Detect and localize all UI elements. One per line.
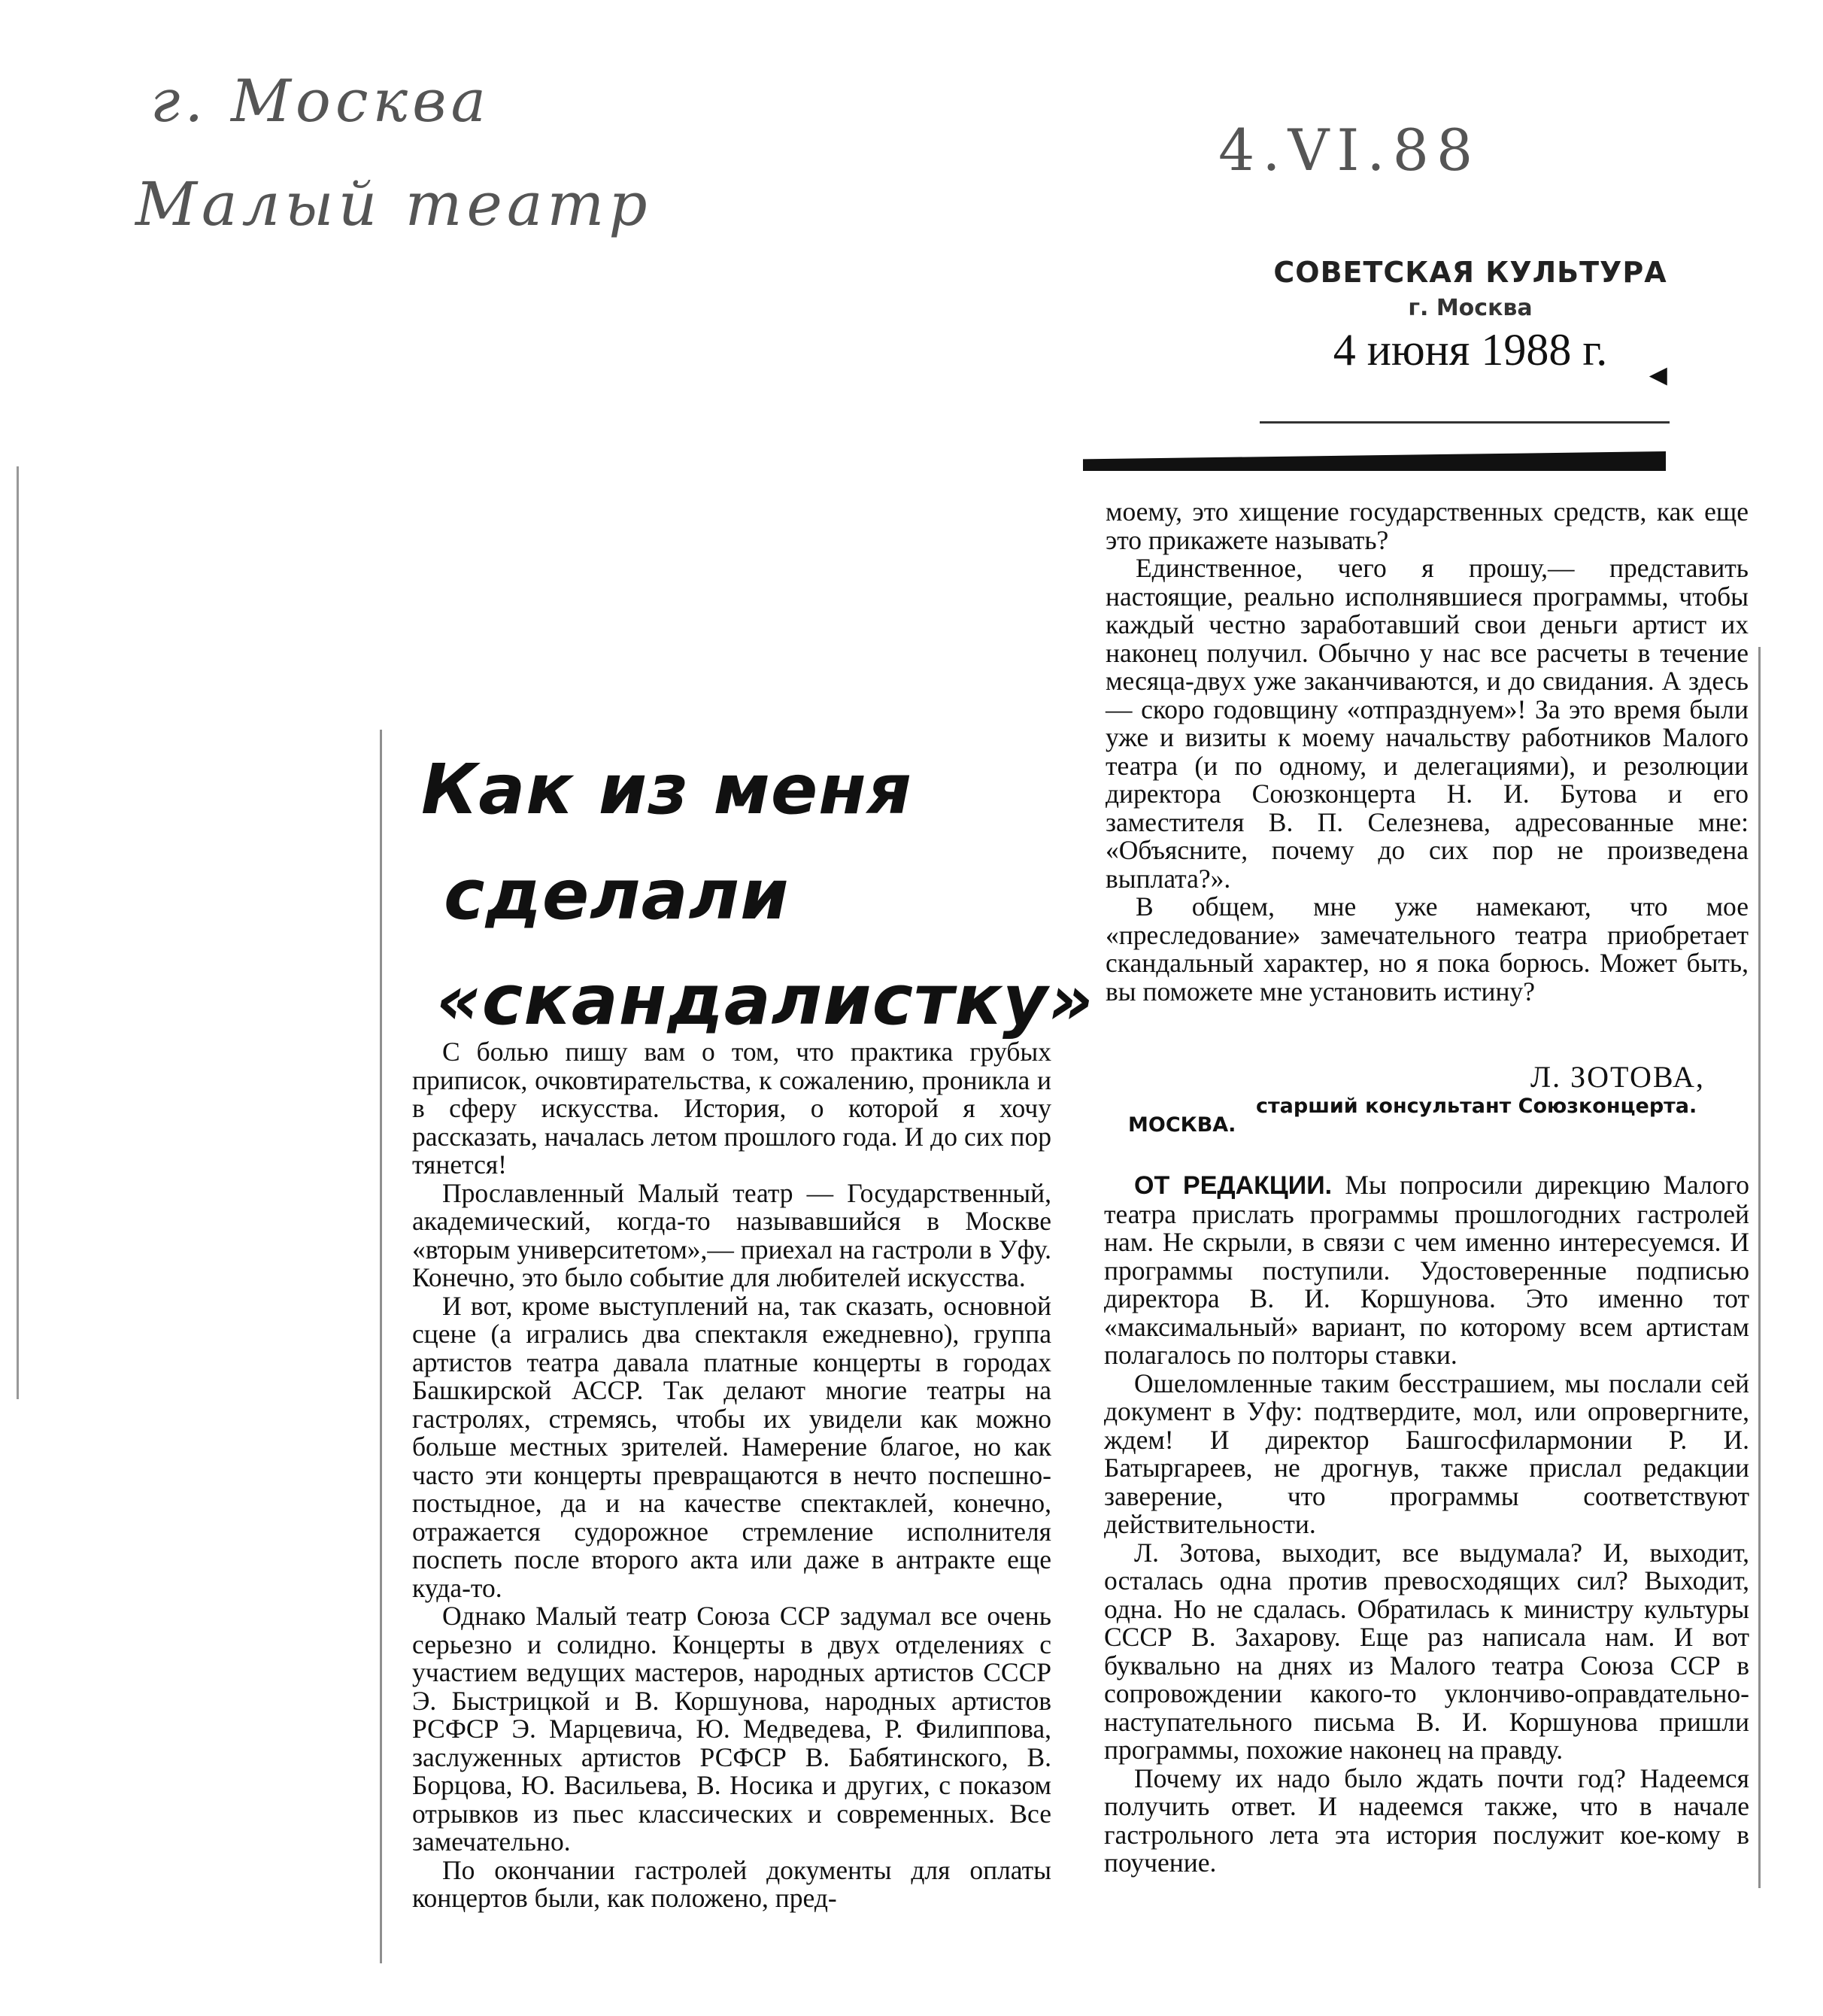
stamp-city: г. Москва (1408, 295, 1533, 321)
editorial-text: Мы попросили дирекцию Малого театра прислать программы прошлогодних гастролей нам. Не скрыли, в связи с чем именно интересуемся. И программы поступили. Удостоверенные подписью директора В. И. Коршунова. Это именно тот «максимальный» вариант, по которому всем артистам полагалось по полторы ставки. (1104, 1170, 1750, 1370)
paragraph: Ошеломленные таким бесстрашием, мы послали сей документ в Уфу: подтвердите, мол, или опровергните, ждем! И директор Башгосфилармонии Р. И. Батыргареев, не дрогнув, также прислал редакции заверение, что программы соответствуют действительности. (1104, 1368, 1749, 1539)
paragraph: В общем, мне уже намекают, что мое «преследование» замечательного театра приобретает скандальный характер, но я пока борюсь. Может быть, вы поможете мне установить истину? (1106, 891, 1749, 1006)
paragraph: моему, это хищение государственных средств, как еще это прикажете называть? (1106, 496, 1749, 555)
paragraph: И вот, кроме выступлений на, так сказать, основной сцене (а игрались два спектакля ежедневно), группа артистов театра давала платные концерты в городах Башкирской АССР. Так делают многие театры на гастролях, стремясь, чтобы их увидели как можно больше местных зрителей. Намерение благое, но как часто эти концерты превращаются в нечто поспешно-постыдное, да и на качестве спектаклей, конечно, отражается судорожное стремление исполнителя поспеть после второго акта или даже в антракте еще куда-то. (412, 1290, 1051, 1603)
paragraph: Почему их надо было ждать почти год? Надеемся получить ответ. И надеемся также, что в начале гастрольного лета эта история послужит кое-кому в поучение. (1104, 1762, 1749, 1878)
arrow-left-icon: ◄ (1643, 358, 1673, 392)
paragraph: Единственное, чего я прошу,— представить настоящие, реально исполнявшиеся программы, чтобы каждый честно заработавший свои деньги артист их наконец получил. Обычно у нас все расчеты в течение месяца-двух уже заканчиваются, и до свидания. А здесь — скоро годовщину «отпразднуем»! За это время были уже и визиты к моему начальству работников Малого театра (и по одному, и делегациями), и резолюции директора Союзконцерта Н. И. Бутова и его заместителя В. П. Селезнева, адресованные мне: «Объясните, почему до сих пор не произведена выплата?». (1106, 553, 1749, 894)
paragraph (1104, 1171, 1749, 1370)
author-city: МОСКВА. (1128, 1113, 1236, 1137)
author-name: Л. ЗОТОВА, (1530, 1060, 1705, 1094)
clipping-left-edge (380, 730, 382, 1963)
handwritten-city-note: г. Москва (150, 68, 490, 135)
handwritten-theatre-note: Малый театр (135, 169, 652, 239)
editorial-label: ОТ РЕДАКЦИИ. (1134, 1171, 1333, 1200)
stamp-date: 4 июня 1988 г. (1333, 325, 1608, 375)
clipping-edge-bar (1083, 451, 1666, 471)
article-column-right (1106, 498, 1749, 1006)
paragraph: С болью пишу вам о том, что практика грубых приписок, очковтирательства, к сожалению, проникла и в сферу искусства. История, о которой я хочу рассказать, началась летом прошлого года. И до сих пор тянется! (412, 1037, 1051, 1180)
paragraph: По окончании гастролей документы для оплаты концертов были, как положено, пред- (412, 1854, 1051, 1913)
article-column-left (412, 1038, 1051, 1913)
headline-line: Как из меня (421, 749, 912, 830)
headline-line: «скандалистку» (436, 960, 1094, 1040)
stamp-divider (1260, 421, 1670, 424)
paragraph: Однако Малый театр Союза ССР задумал все очень серьезно и солидно. Концерты в двух отделениях с участием ведущих мастеров, народных артистов СССР Э. Быстрицкой и В. Коршунова, народных артистов РСФСР Э. Марцевича, Ю. Медведева, Р. Филиппова, заслуженных артистов РСФСР В. Бабятинского, В. Борцова, Ю. Васильева, В. Носика и других, с показом отрывков из пьес классических и современных. Все замечательно. (412, 1601, 1051, 1857)
clipping-right-edge (1758, 647, 1761, 1888)
handwritten-date-note: 4.VI.88 (1218, 117, 1481, 184)
scan-edge-line (17, 466, 19, 1399)
stamp-newspaper-name: СОВЕТСКАЯ КУЛЬТУРА (1273, 256, 1667, 289)
paragraph: Л. Зотова, выходит, все выдумала? И, выходит, осталась одна против превосходящих сил? Выходит, одна. Но не сдалась. Обратилась к министру культуры СССР В. Захарову. Еще раз написала нам. И вот буквально на днях из Малого театра Союза ССР в сопровождении какого-то уклончиво-оправдательно-наступательного письма В. И. Коршунова пришли программы, похожие наконец на правду. (1104, 1537, 1749, 1765)
newspaper-stamp (1263, 256, 1677, 376)
paragraph: Прославленный Малый театр — Государственный, академический, когда-то называвшийся в Москве «вторым университетом»,— приехал на гастроли в Уфу. Конечно, это было событие для любителей искусства. (412, 1177, 1051, 1292)
editorial-note (1104, 1171, 1749, 1878)
headline-line: сделали (444, 855, 790, 935)
article-headline (421, 737, 1094, 1053)
author-role: старший консультант Союзконцерта. (1256, 1095, 1697, 1118)
